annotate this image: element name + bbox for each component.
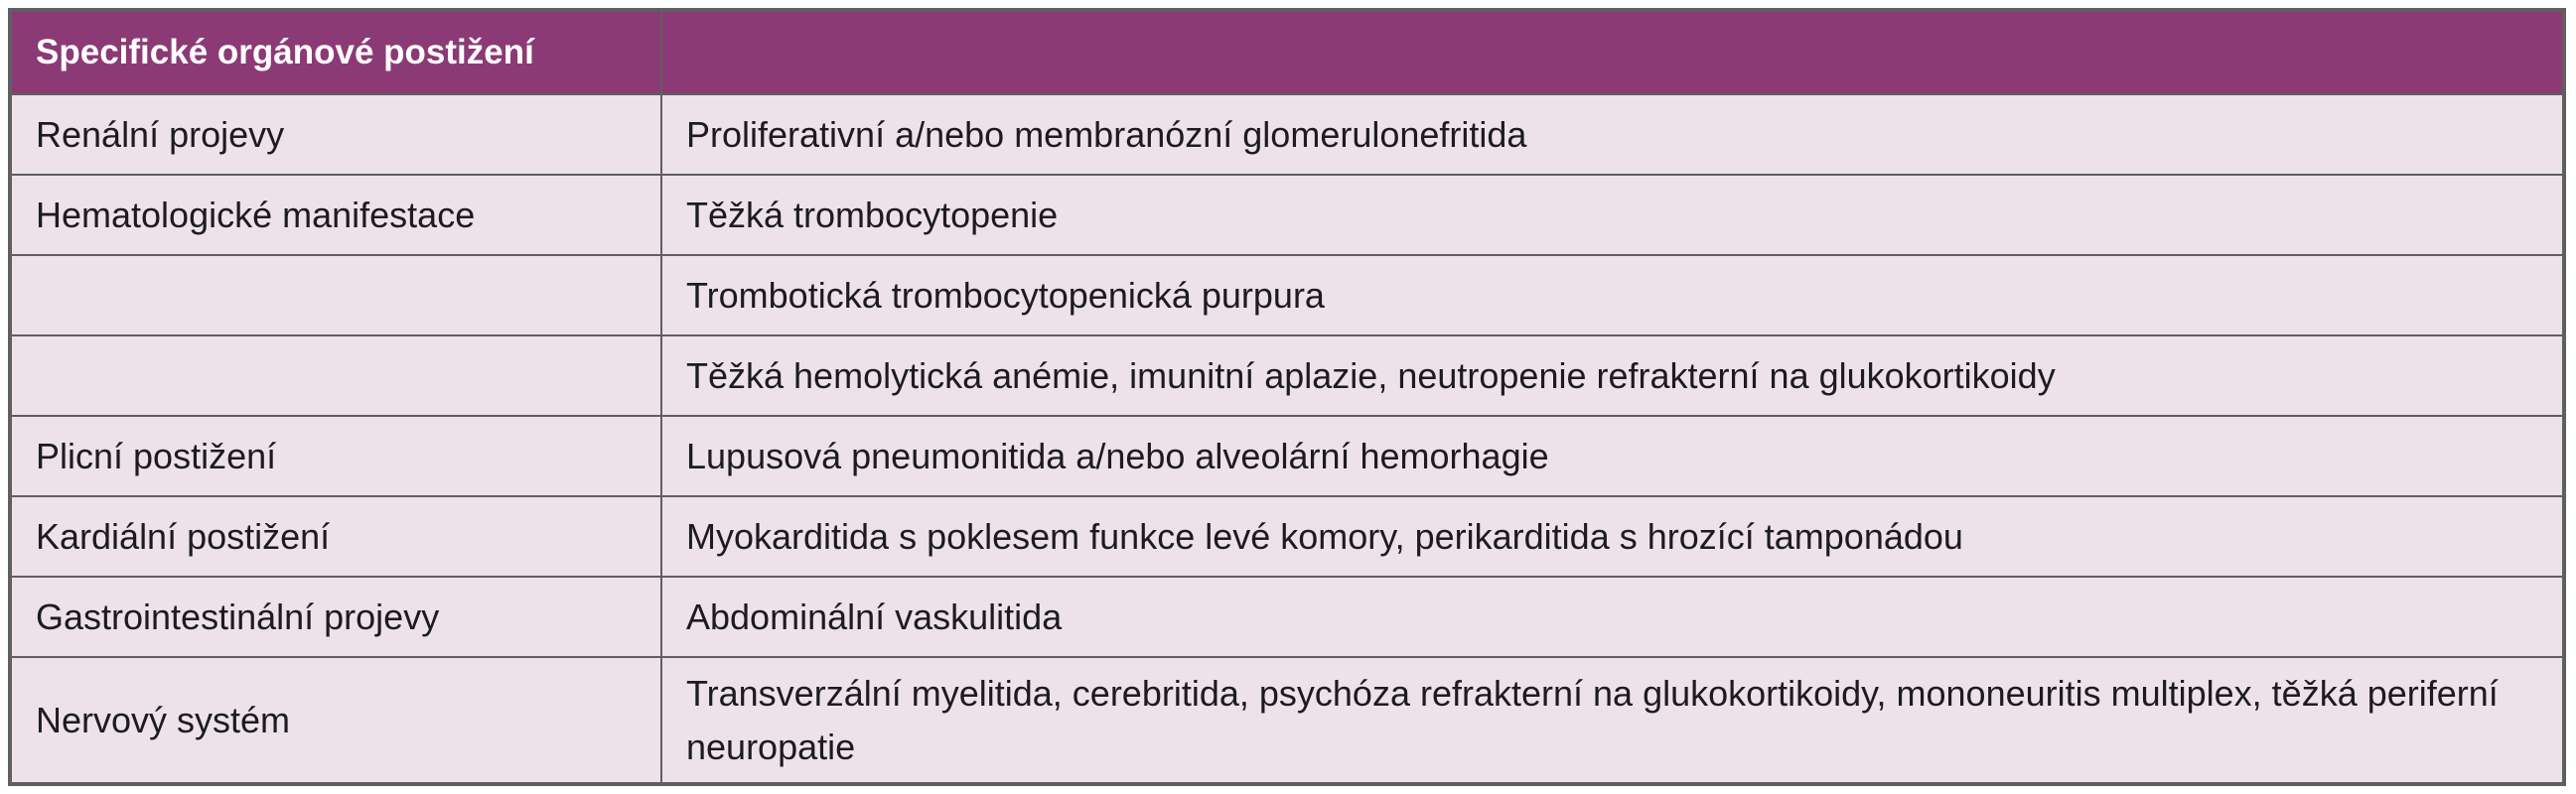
category-cell: Hematologické manifestace (11, 175, 661, 255)
header-row (11, 11, 2563, 94)
table-row (11, 577, 2563, 657)
table-row (11, 416, 2563, 496)
header-cell-category: Specifické orgánové postižení (11, 11, 661, 94)
description-cell: Trombotická trombocytopenická purpura (661, 255, 2563, 335)
table-row (11, 335, 2563, 416)
description-cell: Těžká trombocytopenie (661, 175, 2563, 255)
table-row (11, 94, 2563, 175)
category-cell: Kardiální postižení (11, 496, 661, 577)
category-cell (11, 255, 661, 335)
organ-involvement-table (8, 8, 2566, 786)
category-cell: Renální projevy (11, 94, 661, 175)
table-row (11, 657, 2563, 783)
description-cell: Těžká hemolytická anémie, imunitní aplazie, neutropenie refrakterní na glukokortikoidy (661, 335, 2563, 416)
table-header (11, 11, 2563, 94)
description-cell: Proliferativní a/nebo membranózní glomerulonefritida (661, 94, 2563, 175)
category-cell: Plicní postižení (11, 416, 661, 496)
description-cell: Abdominální vaskulitida (661, 577, 2563, 657)
table-row (11, 175, 2563, 255)
table-body (11, 94, 2563, 783)
category-cell (11, 335, 661, 416)
category-cell: Gastrointestinální projevy (11, 577, 661, 657)
description-cell: Transverzální myelitida, cerebritida, psychóza refrakterní na glukokortikoidy, mononeuritis multiplex, těžká periferní neuropatie (661, 657, 2563, 783)
description-cell: Lupusová pneumonitida a/nebo alveolární hemorhagie (661, 416, 2563, 496)
description-cell: Myokarditida s poklesem funkce levé komory, perikarditida s hrozící tamponádou (661, 496, 2563, 577)
table-row (11, 496, 2563, 577)
organ-involvement-grid (10, 10, 2564, 784)
header-cell-description (661, 11, 2563, 94)
category-cell: Nervový systém (11, 657, 661, 783)
table-row (11, 255, 2563, 335)
